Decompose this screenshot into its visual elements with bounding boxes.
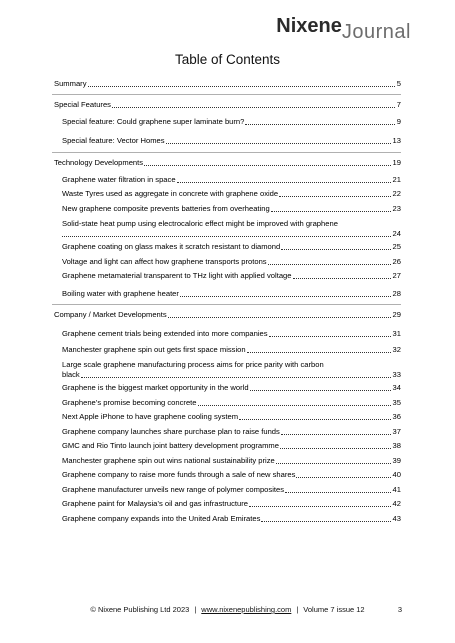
section-label: Technology Developments (54, 157, 144, 167)
item-page: 40 (392, 470, 401, 480)
leader-dots (144, 165, 390, 166)
item-page: 13 (392, 135, 401, 145)
leader-dots (296, 477, 390, 478)
leader-dots (268, 264, 391, 265)
item-page: 9 (396, 117, 401, 127)
toc-item[interactable] (52, 497, 401, 512)
item-page: 28 (392, 288, 401, 298)
footer-copyright: © Nixene Publishing Ltd 2023 (90, 605, 190, 614)
toc-item[interactable] (52, 202, 401, 217)
leader-dots (177, 182, 391, 183)
leader-dots (276, 463, 391, 464)
item-label: Special feature: Vector Homes (62, 135, 165, 145)
item-page: 33 (392, 370, 401, 379)
toc-item[interactable] (52, 240, 401, 255)
item-page: 35 (392, 397, 401, 407)
toc-item[interactable] (52, 115, 401, 130)
item-label: Graphene company launches share purchase plan to raise funds (62, 426, 280, 436)
leader-dots (280, 448, 391, 449)
leader-dots (88, 86, 395, 87)
toc-item[interactable] (52, 343, 401, 358)
toc-item[interactable] (52, 425, 401, 440)
toc-item[interactable] (52, 454, 401, 469)
item-page: 41 (392, 484, 401, 494)
item-page: 24 (392, 229, 401, 238)
leader-dots (285, 492, 391, 493)
table-of-contents (52, 74, 401, 526)
item-label: Graphene’s promise becoming concrete (62, 397, 197, 407)
item-label: Graphene water filtration in space (62, 174, 176, 184)
section-page: 29 (392, 309, 401, 319)
footer-volume: Volume 7 issue 12 (303, 605, 365, 614)
item-label: Graphene cement trials being extended into more companies (62, 328, 268, 338)
item-page: 22 (392, 189, 401, 199)
leader-dots (81, 377, 391, 378)
page-title: Table of Contents (174, 52, 281, 67)
leader-dots (239, 419, 391, 420)
item-page: 32 (392, 344, 401, 354)
toc-section-summary[interactable] (52, 74, 401, 94)
leader-dots (281, 249, 390, 250)
item-label: New graphene composite prevents batteries from overheating (62, 203, 270, 213)
leader-dots (166, 143, 391, 144)
leader-dots (281, 434, 391, 435)
toc-item[interactable] (52, 325, 401, 343)
leader-dots (168, 317, 391, 318)
item-page: 31 (392, 328, 401, 338)
section-page: 5 (396, 79, 401, 88)
item-page: 43 (392, 513, 401, 523)
toc-item[interactable] (52, 130, 401, 152)
item-label: Special feature: Could graphene super laminate burn? (62, 117, 245, 127)
item-label: Solid-state heat pump using electrocaloric effect might be improved with graphene (62, 219, 338, 228)
footer-separator: | (194, 605, 197, 614)
footer-separator: | (296, 605, 299, 614)
item-label: Graphene metamaterial transparent to THz light with applied voltage (62, 271, 292, 281)
leader-dots (261, 521, 390, 522)
journal-logo (276, 15, 411, 43)
item-label: Graphene is the biggest market opportunity in the world (62, 383, 249, 393)
toc-item[interactable] (52, 187, 401, 202)
leader-dots (249, 506, 391, 507)
item-page: 37 (392, 426, 401, 436)
toc-item[interactable] (52, 284, 401, 304)
footer-url-link[interactable]: www.nixenepublishing.com (201, 605, 292, 614)
toc-item[interactable] (52, 255, 401, 270)
toc-item[interactable] (52, 173, 401, 188)
item-page: 42 (392, 499, 401, 509)
item-label-line-2: black (62, 370, 80, 379)
item-label: Boiling water with graphene heater (62, 288, 179, 298)
toc-item[interactable] (52, 396, 401, 411)
item-page: 27 (392, 271, 401, 281)
item-label: Graphene company expands into the United Arab Emirates (62, 513, 261, 523)
item-page: 39 (392, 455, 401, 465)
item-page: 23 (392, 203, 401, 213)
leader-dots (112, 107, 395, 108)
toc-item[interactable] (52, 410, 401, 425)
section-page: 19 (392, 157, 401, 167)
toc-item[interactable] (52, 512, 401, 527)
page-number: 3 (397, 605, 402, 614)
item-label: Waste Tyres used as aggregate in concrete with graphene oxide (62, 189, 279, 199)
item-page: 26 (392, 256, 401, 266)
item-label: Graphene coating on glass makes it scratch resistant to diamond (62, 242, 281, 252)
leader-dots (279, 196, 390, 197)
toc-item[interactable] (52, 216, 401, 240)
toc-section-company-market-developments[interactable] (52, 304, 401, 325)
leader-dots (271, 211, 391, 212)
item-label-line-1: Large scale graphene manufacturing process aims for price parity with carbon (62, 360, 324, 369)
leader-dots (247, 352, 391, 353)
leader-dots (269, 336, 391, 337)
item-page: 38 (392, 441, 401, 451)
leader-dots (245, 124, 394, 125)
item-label: Graphene company to raise more funds through a sale of new shares (62, 470, 296, 480)
item-label: Graphene manufacturer unveils new range of polymer composites (62, 484, 285, 494)
section-label: Summary (54, 79, 87, 88)
section-page: 7 (396, 100, 401, 109)
toc-item[interactable] (52, 483, 401, 498)
leader-dots (62, 236, 391, 237)
toc-item[interactable] (52, 381, 401, 396)
item-page: 36 (392, 412, 401, 422)
leader-dots (198, 405, 391, 406)
logo-journal: Journal (341, 21, 411, 43)
item-label: GMC and Rio Tinto launch joint battery development programme (62, 441, 279, 451)
item-page: 34 (392, 383, 401, 393)
section-label: Company / Market Developments (54, 309, 167, 319)
item-page: 21 (392, 174, 401, 184)
toc-item[interactable] (52, 468, 401, 483)
item-label: Graphene paint for Malaysia’s oil and gas infrastructure (62, 499, 249, 509)
toc-section-special-features[interactable] (52, 94, 401, 115)
leader-dots (293, 278, 391, 279)
item-label: Manchester graphene spin out gets first space mission (62, 344, 246, 354)
item-label: Voltage and light can affect how graphene transports protons (62, 256, 267, 266)
toc-section-technology-developments[interactable] (52, 152, 401, 173)
item-label: Manchester graphene spin out wins national sustainability prize (62, 455, 275, 465)
logo-brand: Nixene (276, 15, 342, 37)
toc-item[interactable] (52, 439, 401, 454)
toc-item[interactable] (52, 357, 401, 381)
page-footer (0, 605, 455, 614)
item-page: 25 (392, 242, 401, 252)
item-label: Next Apple iPhone to have graphene cooling system (62, 412, 239, 422)
toc-item[interactable] (52, 269, 401, 284)
leader-dots (250, 390, 391, 391)
leader-dots (180, 296, 391, 297)
section-label: Special Features (54, 100, 111, 109)
